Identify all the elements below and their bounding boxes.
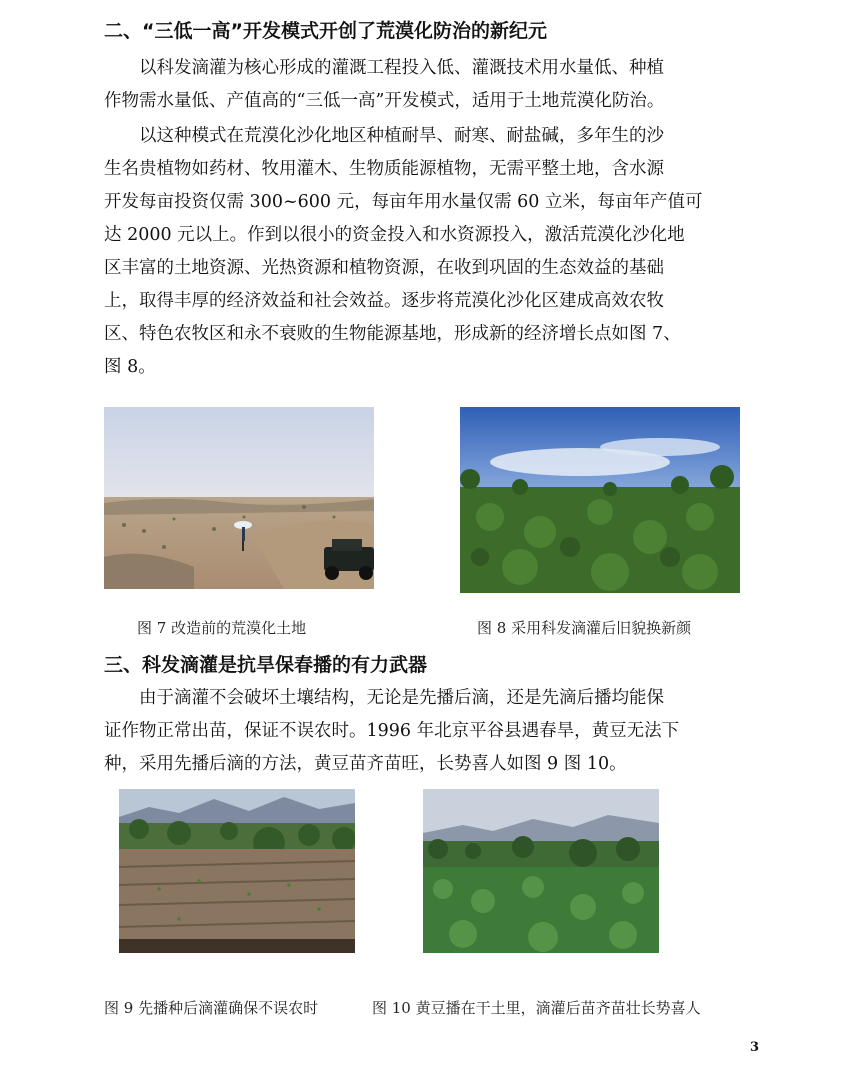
page-number: 3 [750, 1040, 760, 1055]
section-2-paragraph-1 [104, 52, 756, 118]
text-line: 生名贵植物如药材、牧用灌木、生物质能源植物，无需平整土地，含水源 [104, 159, 664, 179]
figure-8-green-field-photo [460, 407, 740, 593]
text-line: 以这种模式在荒漠化沙化地区种植耐旱、耐寒、耐盐碱，多年生的沙 [139, 126, 664, 146]
section-3-heading: 三、科发滴灌是抗旱保春播的有力武器 [104, 654, 428, 676]
text-line: 区、特色农牧区和永不衰败的生物能源基地，形成新的经济增长点如图 7、 [104, 324, 681, 344]
figure-7-caption: 图 7 改造前的荒漠化土地 [137, 619, 307, 637]
text-line: 作物需水量低、产值高的“三低一高”开发模式，适用于土地荒漠化防治。 [104, 91, 665, 111]
figure-10-soybean-field-photo [423, 789, 659, 953]
text-line: 达 2000 元以上。作到以很小的资金投入和水资源投入，激活荒漠化沙化地 [104, 225, 685, 245]
figure-9-sown-field-photo [119, 789, 355, 953]
text-line: 开发每亩投资仅需 300~600 元，每亩年用水量仅需 60 立米，每亩年产值可 [104, 192, 703, 212]
figure-8-caption: 图 8 采用科发滴灌后旧貌换新颜 [477, 619, 692, 637]
section-2-paragraph-2 [104, 120, 756, 384]
text-line: 图 8。 [104, 357, 156, 377]
figure-9-caption: 图 9 先播种后滴灌确保不误农时 [104, 999, 319, 1017]
text-line: 证作物正常出苗，保证不误农时。1996 年北京平谷县遇春旱，黄豆无法下 [104, 721, 680, 741]
text-line: 以科发滴灌为核心形成的灌溉工程投入低、灌溉技术用水量低、种植 [139, 58, 664, 78]
section-3-paragraph-1 [104, 682, 756, 781]
text-line: 种，采用先播后滴的方法，黄豆苗齐苗旺，长势喜人如图 9 图 10。 [104, 754, 627, 774]
figure-10-caption: 图 10 黄豆播在干土里，滴灌后苗齐苗壮长势喜人 [372, 999, 701, 1017]
figure-7-desert-photo [104, 407, 374, 589]
text-line: 上，取得丰厚的经济效益和社会效益。逐步将荒漠化沙化区建成高效农牧 [104, 291, 664, 311]
text-line: 区丰富的土地资源、光热资源和植物资源，在收到巩固的生态效益的基础 [104, 258, 664, 278]
text-line: 由于滴灌不会破坏土壤结构，无论是先播后滴，还是先滴后播均能保 [139, 688, 664, 708]
section-2-heading: 二、“三低一高”开发模式开创了荒漠化防治的新纪元 [104, 20, 547, 42]
